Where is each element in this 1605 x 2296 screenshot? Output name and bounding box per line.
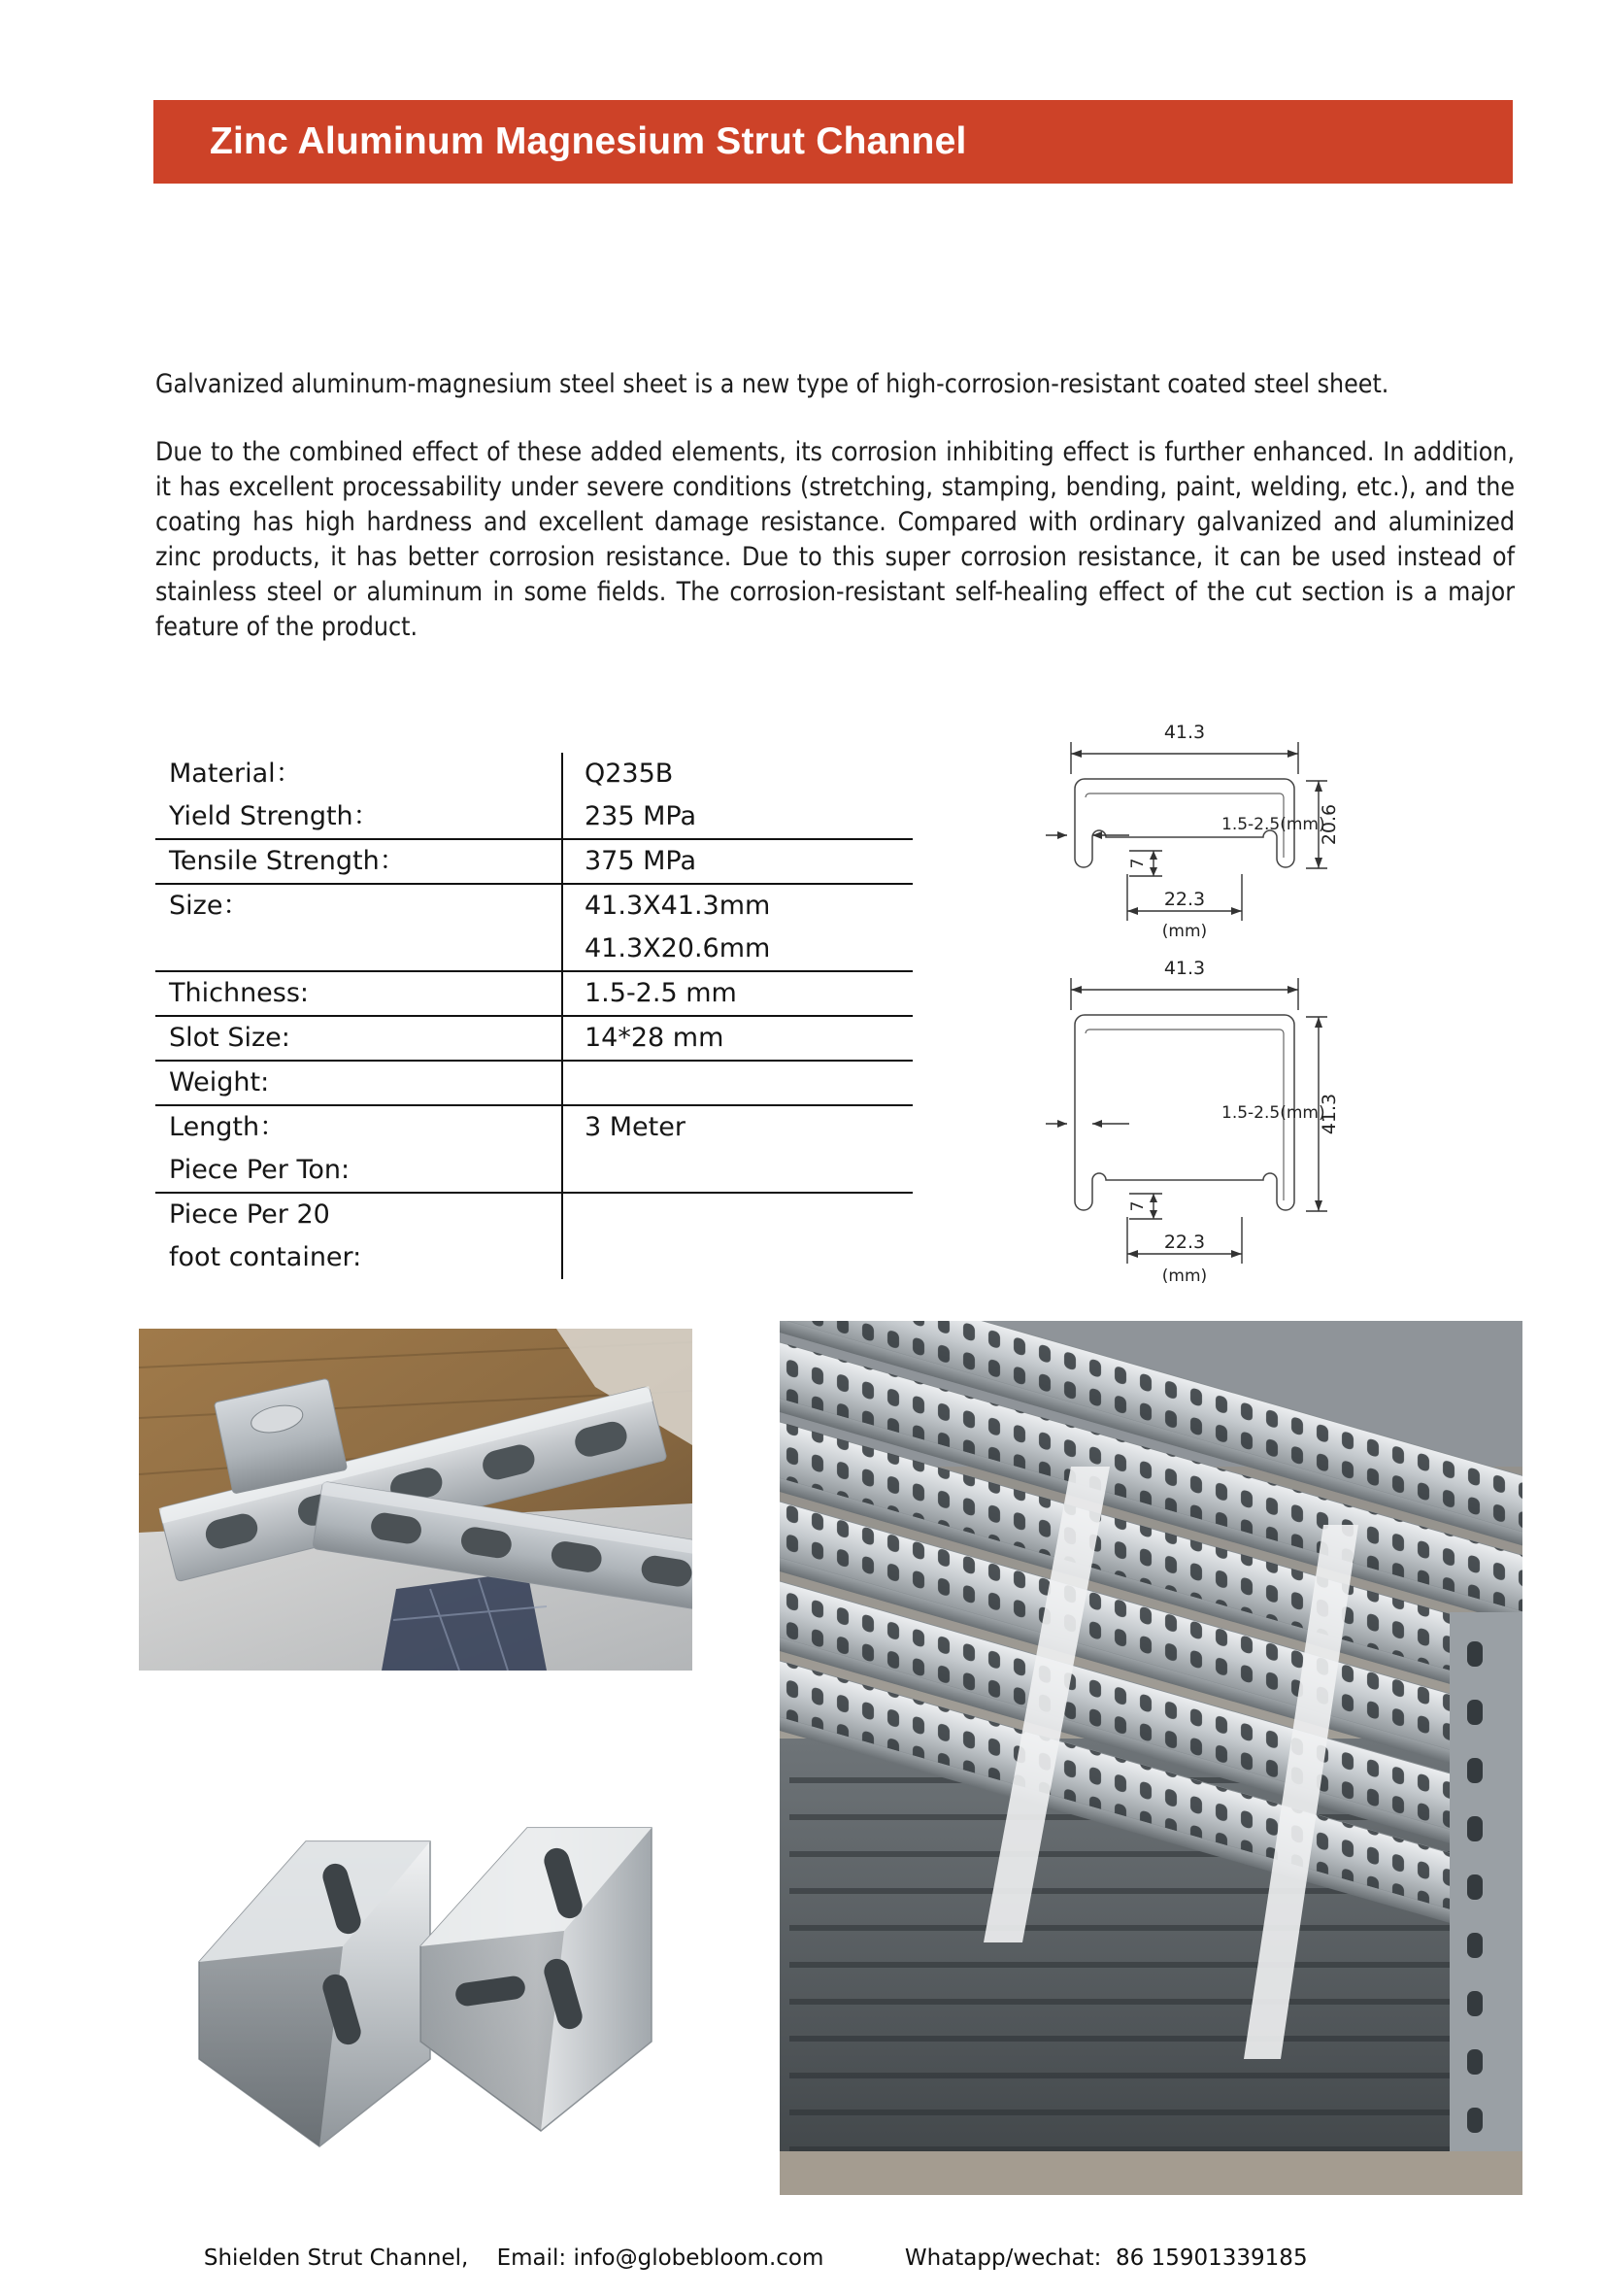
page-title: Zinc Aluminum Magnesium Strut Channel bbox=[210, 120, 967, 162]
table-row bbox=[155, 1149, 922, 1192]
spec-key: Yield Strength： bbox=[169, 801, 380, 831]
photo-strut-channel-closeup bbox=[139, 1329, 692, 1671]
table-row bbox=[155, 972, 922, 1015]
drawing-unit-label: (mm) bbox=[1161, 1266, 1208, 1286]
spec-value bbox=[561, 1236, 922, 1279]
spec-key bbox=[155, 928, 561, 970]
spec-value: 14*28 mm bbox=[585, 1023, 724, 1053]
table-row bbox=[155, 753, 922, 795]
specification-table bbox=[155, 753, 922, 1279]
spec-value: 41.3X41.3mm bbox=[585, 891, 771, 921]
spec-key: Thichness: bbox=[169, 978, 310, 1008]
table-row bbox=[155, 1194, 922, 1236]
spec-value bbox=[561, 1194, 922, 1236]
spec-key: Material： bbox=[169, 759, 302, 789]
table-row bbox=[155, 885, 922, 928]
drawing-thickness-label: 1.5-2.5(mm) bbox=[1221, 815, 1325, 834]
drawing-slot-height-label: 7 bbox=[1128, 858, 1148, 869]
page-header-banner bbox=[153, 100, 1513, 184]
spec-value: 375 MPa bbox=[585, 846, 697, 876]
intro-copy bbox=[155, 367, 1515, 645]
table-row bbox=[155, 1236, 922, 1279]
spec-value bbox=[561, 1149, 922, 1192]
drawing-unit-label: (mm) bbox=[1161, 922, 1208, 941]
table-row bbox=[155, 1017, 922, 1060]
photo-strut-channel-stack bbox=[780, 1321, 1522, 2195]
spec-key: Tensile Strength： bbox=[169, 846, 406, 876]
technical-drawing-shallow-profile bbox=[1024, 721, 1345, 949]
page-footer bbox=[0, 2220, 1605, 2271]
table-row bbox=[155, 1106, 922, 1149]
spec-key: foot container: bbox=[169, 1242, 362, 1272]
footer-contact-number[interactable]: 86 15901339185 bbox=[1116, 2245, 1308, 2271]
drawing-slot-width-label: 22.3 bbox=[1163, 889, 1206, 910]
intro-paragraph-2: Due to the combined effect of these added elements, its corrosion inhibiting effect is further enhanced. In addition, it has excellent processability under severe conditions (stretching, stamping, bending, paint, welding, etc.), and the coating has high hardness and excellent damage resistance. Compared with ordinary galvanized and aluminized zinc products, it has better corrosion resistance. Due to this super corrosion resistance, it can be used instead of stainless steel or aluminum in some fields. The corrosion-resistant self-healing effect of the cut section is a major feature of the product. bbox=[155, 437, 1515, 642]
spec-grid bbox=[155, 753, 922, 1279]
spec-value: Q235B bbox=[585, 759, 674, 789]
footer-email-label: Email: bbox=[496, 2245, 567, 2271]
spec-key: Slot Size: bbox=[169, 1023, 290, 1053]
intro-paragraph-1: Galvanized aluminum-magnesium steel sheet is a new type of high-corrosion-resistant coated steel sheet. bbox=[155, 369, 1389, 399]
spec-value: 1.5-2.5 mm bbox=[585, 978, 737, 1008]
spec-key: Piece Per 20 bbox=[169, 1199, 330, 1230]
spec-value: 3 Meter bbox=[585, 1112, 685, 1142]
table-row bbox=[155, 928, 922, 970]
spec-value bbox=[561, 1062, 922, 1104]
table-row bbox=[155, 795, 922, 838]
footer-messaging-contact bbox=[862, 2220, 1308, 2296]
technical-drawing-deep-profile bbox=[1024, 957, 1345, 1297]
spec-value: 235 MPa bbox=[585, 801, 697, 831]
spec-key: Weight: bbox=[169, 1067, 270, 1097]
drawing-width-label: 41.3 bbox=[1163, 722, 1206, 743]
drawing-height-label: 41.3 bbox=[1319, 1093, 1340, 1135]
spec-key: Length： bbox=[169, 1112, 286, 1142]
drawing-slot-width-label: 22.3 bbox=[1163, 1232, 1206, 1253]
photo-strut-channel-profiles bbox=[139, 1739, 692, 2176]
drawing-width-label: 41.3 bbox=[1163, 958, 1206, 979]
footer-email[interactable]: info@globebloom.com bbox=[573, 2245, 824, 2271]
drawing-height-label: 20.6 bbox=[1319, 803, 1340, 846]
spec-value: 41.3X20.6mm bbox=[585, 933, 771, 963]
table-row bbox=[155, 840, 922, 883]
footer-company: Shielden Strut Channel, bbox=[203, 2245, 469, 2271]
table-row bbox=[155, 1062, 922, 1104]
footer-company-contact bbox=[161, 2220, 823, 2296]
drawing-thickness-label: 1.5-2.5(mm) bbox=[1221, 1103, 1325, 1123]
drawing-slot-height-label: 7 bbox=[1128, 1200, 1148, 1212]
footer-contact-label: Whatapp/wechat: bbox=[904, 2245, 1102, 2271]
spec-key: Size： bbox=[169, 891, 250, 921]
spec-key: Piece Per Ton: bbox=[169, 1155, 351, 1185]
